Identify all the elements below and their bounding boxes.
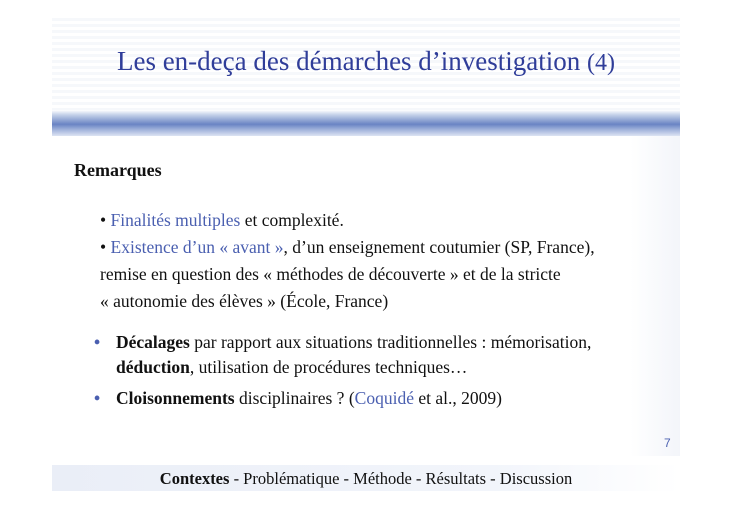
bullet-list [94,330,664,417]
bullet-text: disciplinaires ? ( [234,388,355,408]
bullet-line [116,330,664,355]
remark-text-2: , d’un enseignement coutumier (SP, France), [283,237,595,257]
bullet-line [116,386,664,411]
remark-line-1 [100,207,660,234]
bullet-strong: Décalages [116,332,190,352]
remark-bullet-2: • [100,237,111,257]
title-divider-bar [52,110,680,136]
remarks-heading: Remarques [74,160,162,180]
remark-line-2 [100,234,660,261]
slide-title [52,46,680,77]
bullet-item-cloisonnements [94,386,664,411]
remarks-block [100,207,660,315]
slide-title-number: (4) [587,50,616,76]
bullet-item-decalages [94,330,664,380]
remark-line-4: « autonomie des élèves » (École, France) [100,291,389,311]
remark-highlight-2: Existence d’un « avant » [110,237,284,257]
bullet-strong-2: déduction [116,357,190,377]
bullet-text-2: , utilisation de procédures techniques… [189,357,468,377]
remark-bullet-1: • [100,210,111,230]
footer-current-section: Contextes [159,469,230,488]
page-number: 7 [664,436,671,450]
slide-title-text: Les en-deça des démarches d’investigation [116,46,581,76]
footer-sections: - Problématique - Méthode - Résultats - Discussion [229,469,573,488]
citation-author: Coquidé [354,388,414,408]
bullet-dot: • [94,388,101,408]
bullet-text: par rapport aux situations traditionnelles : mémorisation, [189,332,592,352]
remark-highlight-1: Finalités multiples [110,210,241,230]
bullet-dot: • [94,332,101,352]
remark-line-3: remise en question des « méthodes de découverte » et de la stricte [100,264,561,284]
citation-rest: et al., 2009) [413,388,502,408]
bullet-line-continued [116,355,664,380]
bullet-strong: Cloisonnements [116,388,235,408]
remark-text-1: et complexité. [240,210,344,230]
footer-navigation [52,469,680,489]
